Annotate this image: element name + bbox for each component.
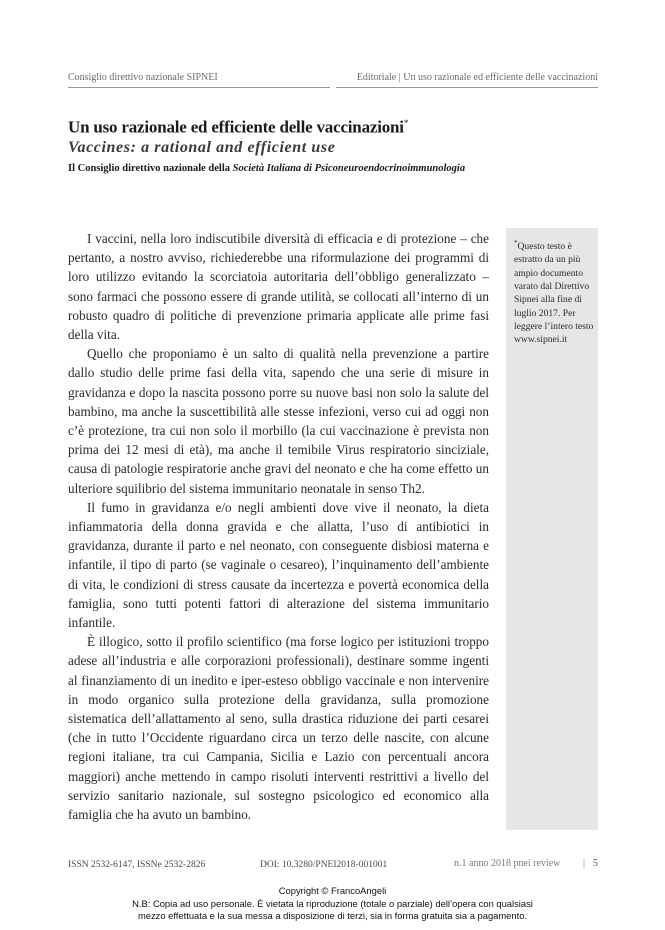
authors-society: Società Italiana di Psiconeuroendocrinoimmunologia	[232, 162, 466, 174]
header-separator: |	[398, 72, 401, 83]
article-authors	[68, 162, 598, 176]
sidebar-note-text: Questo testo è estratto da un più ampio documento varato dal Direttivo Sipnei alla fine di luglio 2017. Per leggere l’intero testo www.sipnei.it	[514, 241, 594, 346]
running-header	[68, 72, 598, 86]
header-section-label: Editoriale	[356, 72, 397, 83]
footer-separator: |	[583, 858, 586, 869]
copyright-notice	[0, 885, 665, 923]
paragraph: È illogico, sotto il profilo scientifico (ma forse logico per istituzioni troppo adese all’industria e alle corporazioni professionali), destinare somme ingenti al finanziamento di un inedito e iper-esteso obbligo vaccinale e non intervenire in modo organico sulla protezione della gravidanza, sulla promozione sistematica dell’allattamento al seno, sulla drastica riduzione dei parti cesarei (che in tutto l’Occidente riguardano circa un terzo delle nascite, con alcune regioni italiane, tra cui Campania, Sicilia e Lazio con percentuali ancora maggiori) anche mettendo in campo risoluti interventi restrittivi a livello del servizio sanitario nazionale, sul sostegno psicologico ed economico alla famiglia che ha avuto un bambino.	[68, 634, 489, 823]
header-article-title: Un uso razionale ed efficiente delle vaccinazioni	[403, 72, 598, 83]
copyright-line: N.B: Copia ad uso personale. È vietata la riproduzione (totale o parziale) dell’opera con qualsiasi	[132, 897, 533, 909]
footnote-marker: *	[403, 118, 409, 128]
copyright-line: mezzo effettuata e la sua messa a disposizione di terzi, sia in forma gratuita sia a pagamento.	[137, 910, 528, 921]
copyright-line: Copyright © FrancoAngeli	[278, 885, 387, 896]
paragraph: Quello che proponiamo è un salto di qualità nella prevenzione a partire dallo studio delle prime fasi della vita, sapendo che una serie di misure in gravidanza e dopo la nascita possono porre su nuove basi non solo la salute del bambino, ma anche la suscettibilità alle stesse infezioni, verso cui ad oggi non c’è protezione, tra cui non solo il morbillo (la cui vaccinazione è prevista non prima dei 12 mesi di età), ma anche il temibile Virus respiratorio sinciziale, causa di patologie respiratorie anche gravi del neonato e che ha come effetto un ulteriore squilibrio del sistema immunitario neonatale in senso Th2.	[68, 346, 489, 496]
footer-doi: DOI: 10.3280/PNEI2018-001001	[260, 860, 388, 870]
paragraph: Il fumo in gravidanza e/o negli ambienti dove vive il neonato, la dieta infiammatoria della donna gravida e che allatta, l’uso di antibiotici in gravidanza, durante il parto e nel neonato, con conseguente disbiosi materna e infantile, il tipo di parto (se vaginale o cesareo), l’inquinamento dell’ambiente di vita, le condizioni di stress causate da incertezza e povertà economica della famiglia, sono tutti potenti fattori di alterazione del sistema immunitario infantile.	[68, 499, 489, 631]
article-body	[68, 229, 489, 824]
article-title-block	[68, 113, 598, 176]
page-footer	[68, 858, 598, 872]
paragraph: I vaccini, nella loro indiscutibile diversità di efficacia e di protezione – che pertanto, a nostro avviso, richiederebbe una riformulazione dei programmi di loro utilizzo evitando la scorciatoia autoritaria dell’obbligo generalizzato – sono farmaci che possono essere di grande utilità, se collocati all’interno di un robusto quadro di politiche di prevenzione primaria applicate alle prime fasi della vita.	[68, 231, 489, 343]
page-number: 5	[593, 858, 598, 869]
header-article-ref	[357, 72, 598, 83]
header-rule-gap	[330, 86, 336, 89]
footer-issn: ISSN 2532-6147, ISSNe 2532-2826	[68, 860, 206, 870]
article-title-text: Un uso razionale ed efficiente delle vaccinazioni	[68, 117, 404, 137]
authors-prefix: Il Consiglio direttivo nazionale della	[68, 162, 233, 174]
sidebar-footnote-marker: *	[514, 239, 518, 247]
sidebar-note-box	[506, 228, 598, 830]
header-journal-section: Consiglio direttivo nazionale SIPNEI	[68, 72, 218, 83]
footer-issue: n.1 anno 2018 pnei review	[454, 858, 561, 869]
sidebar-note	[514, 237, 594, 347]
article-subtitle: Vaccines: a rational and efficient use	[68, 138, 336, 156]
article-title	[68, 113, 598, 138]
